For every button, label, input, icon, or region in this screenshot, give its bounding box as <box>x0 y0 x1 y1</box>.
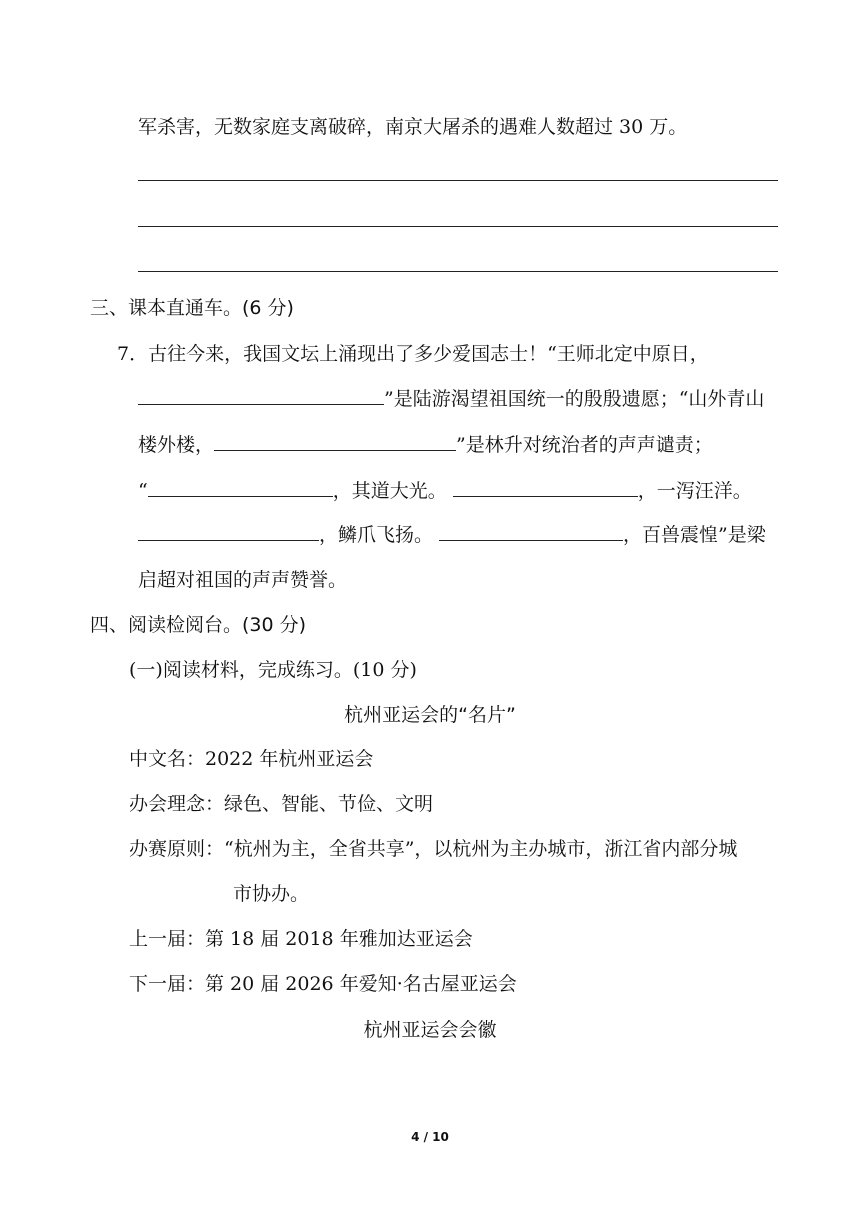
answer-line[interactable] <box>138 226 778 227</box>
principle-line-2: 市协办。 <box>233 883 310 905</box>
q7-line-5 <box>138 520 766 549</box>
previous-games: 上一届：第 18 届 2018 年雅加达亚运会 <box>129 928 473 950</box>
fill-blank[interactable] <box>138 384 384 405</box>
fill-blank[interactable] <box>214 430 456 451</box>
q7-line-6: 启超对祖国的声声赞誉。 <box>138 569 348 591</box>
q7-line-4 <box>138 476 752 505</box>
open-quote: “ <box>138 480 148 502</box>
section-4-title: 四、阅读检阅台。(30 分) <box>90 614 307 636</box>
card-title: 杭州亚运会的“名片” <box>344 704 516 726</box>
chinese-name: 中文名：2022 年杭州亚运会 <box>129 748 374 770</box>
q7-line-4-end: ，一泻汪洋。 <box>637 480 752 502</box>
section-3-title: 三、课本直通车。(6 分) <box>90 297 294 319</box>
q7-line-2-text: ”是陆游渴望祖国统一的殷殷遗愿；“山外青山 <box>384 388 765 410</box>
part-1-title: (一)阅读材料，完成练习。(10 分) <box>129 659 417 681</box>
fill-blank[interactable] <box>453 476 638 497</box>
q7-line-3-text: ”是林升对统治者的声声谴责； <box>456 434 713 456</box>
q7-line-4-mid: ，其道大光。 <box>332 480 447 502</box>
fill-blank[interactable] <box>148 476 333 497</box>
next-games: 下一届：第 20 届 2026 年爱知·名古屋亚运会 <box>129 973 517 995</box>
fill-blank[interactable] <box>138 520 319 541</box>
q7-line-3-start: 楼外楼， <box>138 434 215 456</box>
answer-line[interactable] <box>138 180 778 181</box>
passage-end-text: 军杀害，无数家庭支离破碎，南京大屠杀的遇难人数超过 30 万。 <box>138 116 688 138</box>
page-number: 4 / 10 <box>411 1130 449 1144</box>
answer-line[interactable] <box>138 271 778 272</box>
philosophy: 办会理念：绿色、智能、节俭、文明 <box>129 793 434 815</box>
q7-line-5-mid: ，鳞爪飞扬。 <box>319 524 434 546</box>
q7-line-2 <box>138 384 764 413</box>
q7-line-1: 7．古往今来，我国文坛上涌现出了多少爱国志士！“王师北定中原日， <box>117 343 709 365</box>
emblem-title: 杭州亚运会会徽 <box>363 1019 497 1041</box>
q7-line-3 <box>138 430 713 459</box>
principle-line-1: 办赛原则：“杭州为主，全省共享”，以杭州为主办城市，浙江省内部分城 <box>129 838 738 860</box>
q7-line-5-end: ，百兽震惶”是梁 <box>623 524 766 546</box>
fill-blank[interactable] <box>439 520 623 541</box>
